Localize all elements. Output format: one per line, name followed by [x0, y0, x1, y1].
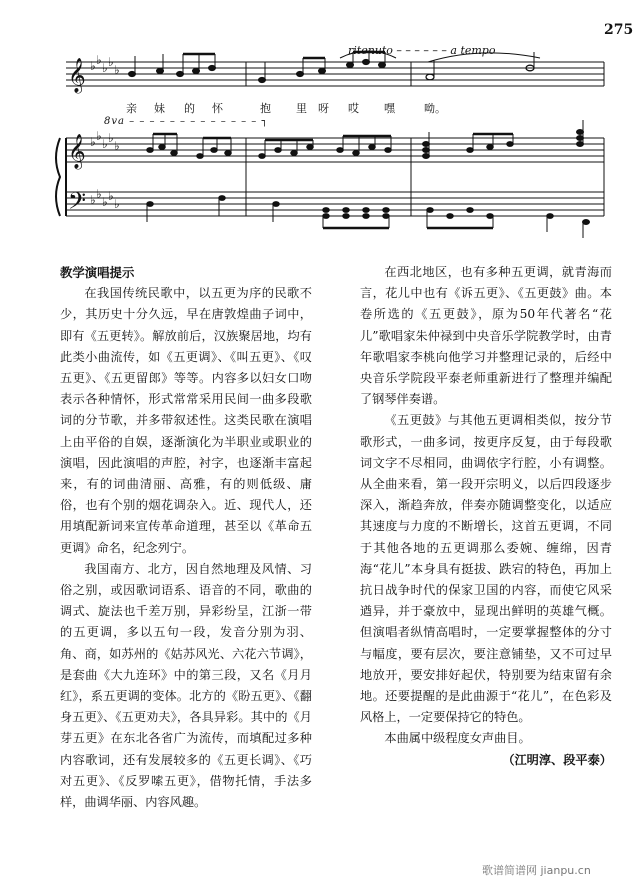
svg-text:♭: ♭	[90, 193, 96, 207]
key-signature	[90, 53, 120, 211]
lyric-syllable: 嘿	[384, 102, 395, 115]
site-watermark: 歌谱简谱网 jianpu.cn	[482, 864, 591, 877]
svg-text:♭: ♭	[114, 197, 120, 211]
svg-text:♭: ♭	[102, 195, 108, 209]
music-score	[0, 0, 640, 250]
svg-text:♭: ♭	[102, 61, 108, 75]
svg-text:♭: ♭	[108, 131, 114, 145]
lyric-syllable: 里	[296, 102, 307, 115]
vocal-notes	[129, 51, 541, 83]
svg-text:♭: ♭	[96, 187, 102, 201]
treble-clef-icon: 𝄞	[68, 134, 86, 169]
right-column	[360, 262, 612, 771]
section-heading: 教学演唱提示	[60, 265, 135, 280]
tempo-marking: ritenuto – – – – – – a tempo	[348, 44, 496, 57]
piano-brace	[56, 138, 60, 216]
lyric-syllable: 抱	[260, 102, 271, 115]
treble-clef-icon: 𝄞	[68, 58, 86, 93]
ottava-marking: 8va – – – – – – – – – – – – – ┐	[104, 116, 269, 127]
lyric-syllable: 的	[184, 102, 195, 115]
piano-bass-notes	[147, 196, 590, 238]
lyric-syllable: 妹	[154, 102, 165, 115]
page-number: 275	[604, 22, 634, 38]
vocal-staff	[66, 62, 604, 86]
svg-text:♭: ♭	[114, 139, 120, 153]
left-column	[60, 262, 312, 813]
svg-text:♭: ♭	[96, 53, 102, 67]
paragraph: 在西北地区，也有多种五更调，就青海而言，花儿中也有《诉五更》、《五更鼓》曲。本卷所选的《五更鼓》，原为50年代著名“花儿”歌唱家朱仲禄到中央音乐学院教学时，由青年歌唱家李桃向他学习并整理记录的，后经中央音乐学院段平泰老师重新进行了整理并编配了钢琴伴奏谱。	[360, 265, 612, 407]
svg-text:♭: ♭	[90, 59, 96, 73]
svg-text:♭: ♭	[114, 63, 120, 77]
svg-text:♭: ♭	[102, 137, 108, 151]
author-signature: （江明淳、段平泰）	[502, 752, 612, 767]
svg-text:♭: ♭	[90, 135, 96, 149]
lyric-syllable: 哎	[348, 102, 359, 115]
svg-text:♭: ♭	[108, 189, 114, 203]
lyric-syllable: 呦。	[424, 102, 446, 115]
paragraph: 本曲属中级程度女声曲目。	[384, 731, 531, 746]
svg-text:♭: ♭	[96, 129, 102, 143]
lyric-syllable: 呀	[318, 102, 329, 115]
svg-text:♭: ♭	[108, 55, 114, 69]
lyric-syllable: 怀	[212, 102, 223, 115]
lyric-syllable: 亲	[126, 102, 137, 115]
paragraph: 我国南方、北方，因自然地理及风情、习俗之别，或因歌词语系、语音的不同，歌曲的调式、旋法也千差万别，异彩纷呈，江浙一带的五更调，多以五句一段，发音分别为羽、角、商，如苏州的《姑苏风光、六花六节调》，是套曲《大九连环》中的第三段，又名《月月红》，系五更调的变体。北方的《盼五更》、《翻身五更》、《五更劝夫》，各具异彩。其中的《月芽五更》在东北各省广为流传，而填配过多种内容歌词，还有发展较多的《五更长调》、《巧对五更》、《反罗嗦五更》，借物托情，手法多样，曲调华丽、内容风趣。	[60, 561, 312, 810]
bass-clef-icon: 𝄢	[68, 187, 87, 220]
lyrics-line	[0, 100, 640, 116]
paragraph: 在我国传统民歌中，以五更为序的民歌不少，其历史十分久远，早在唐敦煌曲子词中，即有《五更转》。解放前后，汉族聚居地，均有此类小曲流传，如《五更调》、《叫五更》、《叹五更》、《五更留郎》等等。内容多以妇女口吻表示各种情怀，形式常常采用民间一曲多段歌词的分节歌，并多带叙述性。这类民歌在演唱上由平俗的自娱，逐渐演化为半职业或职业的演唱，因此演唱的声腔，衬字，也逐渐丰富起来，有的词曲清丽、高雅，有的则低级、庸俗，也有个别的烟花调杂入。近、现代人，还用填配新词来宣传革命道理，甚至以《革命五更调》命名，纪念列宁。	[60, 286, 312, 555]
paragraph: 《五更鼓》与其他五更调相类似，按分节歌形式，一曲多词，按更序反复，由于每段歌词文字不尽相同，曲调依字行腔，小有调整。从全曲来看，第一段开宗明义，以后四段逐步深入，渐趋奔放，伴奏亦随调整变化，以适应其速度与力度的不断增长，这首五更调，不同于其他各地的五更调那么委婉、缠绵，因青海“花儿”本身具有挺拔、跌宕的特色，再加上抗日战争时代的保家卫国的内容，而使它风采遒异，并于豪放中，显现出鲜明的英雄气概。但演唱者纵情高唱时，一定要掌握整体的分寸与幅度，要有层次，要注意铺垫，又不可过早地放开，要安排好起伏，特别要为结束留有余地。还要提醒的是此曲源于“花儿”，在色彩及风格上，一定要保持它的特色。	[360, 413, 612, 725]
